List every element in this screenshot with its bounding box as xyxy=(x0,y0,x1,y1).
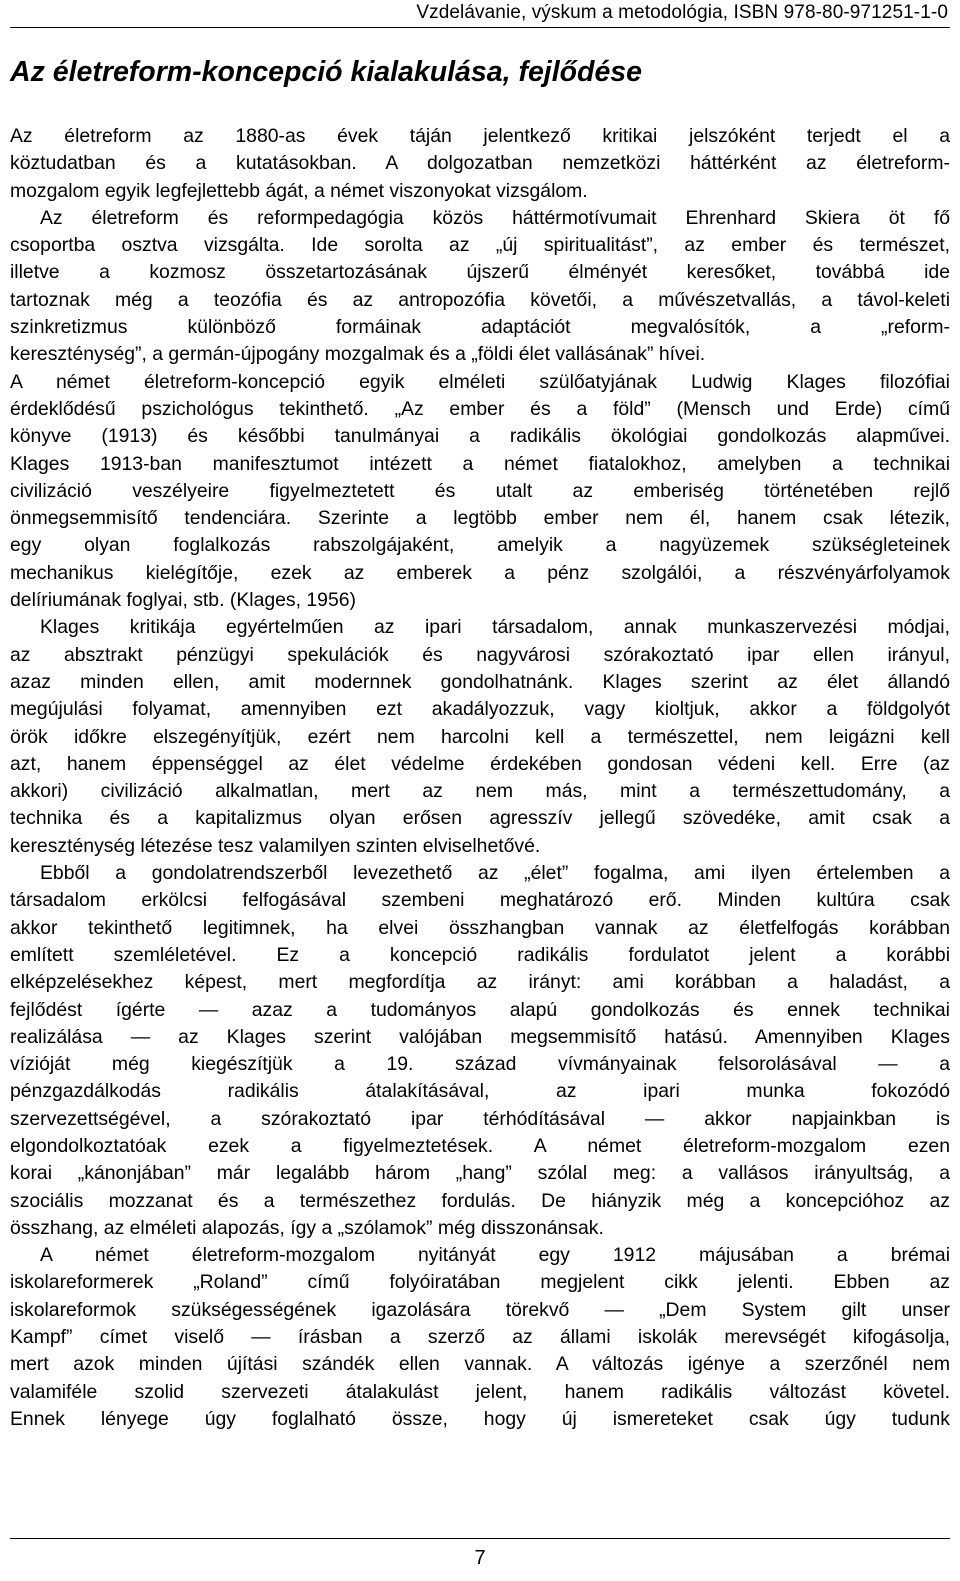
text-line: delíriumának foglyai, stb. (Klages, 1956) xyxy=(10,589,356,612)
text-line: iskolareformerek „Roland” című folyóiratában megjelent cikk jelenti. Ebben az xyxy=(10,1271,950,1294)
text-line: az absztrakt pénzügyi spekulációk és nagyvárosi szórakoztató ipar ellen irányul, xyxy=(10,643,950,666)
page-number: 7 xyxy=(474,1547,486,1569)
text-line: mert azok minden újítási szándék ellen vannak. A változás igénye a szerzőnél nem xyxy=(10,1353,950,1376)
text-line: pénzgazdálkodás radikális átalakításával, az ipari munka fokozódó xyxy=(10,1080,950,1103)
header-rule xyxy=(10,27,950,28)
text-line: korai „kánonjában” már legalább három „hang” szólal meg: a vallásos irányultság, a xyxy=(10,1162,950,1185)
text-line: iskolareformok szükségességének igazolására törekvő — „Dem System gilt unser xyxy=(10,1298,950,1321)
text-line: Ebből a gondolatrendszerből levezethető az „élet” fogalma, ami ilyen értelemben a xyxy=(40,862,950,885)
text-line: akkor tekinthető legitimnek, ha elvei összhangban vannak az életfelfogás korábban xyxy=(10,916,950,939)
text-line: önmegsemmisítő tendenciára. Szerinte a legtöbb ember nem él, hanem csak létezik, xyxy=(10,507,950,530)
text-line: A német életreform-koncepció egyik elméleti szülőatyjának Ludwig Klages filozófiai xyxy=(10,370,950,393)
text-line: technika és a kapitalizmus olyan erősen agresszív jellegű szövedéke, amit csak a xyxy=(10,807,950,830)
text-line: vízióját még kiegészítjük a 19. század vívmányainak felsorolásával — a xyxy=(10,1053,950,1076)
text-line: realizálása — az Klages szerint valójában megsemmisítő hatású. Amennyiben Klages xyxy=(10,1025,950,1048)
text-line: valamiféle szolid szervezeti átalakulást jelent, hanem radikális változást követel. xyxy=(10,1380,950,1403)
text-line: kereszténység létezése tesz valamilyen szinten elviselhetővé. xyxy=(10,834,541,857)
text-line: akkori) civilizáció alkalmatlan, mert az nem más, mint a természettudomány, a xyxy=(10,780,950,803)
text-line: mechanikus kielégítője, ezek az emberek a pénz szolgálói, a részvényárfolyamok xyxy=(10,561,950,584)
page-header xyxy=(0,0,960,30)
footer-rule xyxy=(10,1538,950,1539)
text-line: fejlődést ígérte — azaz a tudományos alapú gondolkozás és ennek technikai xyxy=(10,998,950,1021)
page-footer xyxy=(0,1538,960,1581)
text-line: Kampf” címet viselő — írásban a szerző az állami iskolák merevségét kifogásolja, xyxy=(10,1326,950,1349)
text-line: azaz minden ellen, amit modernnek gondolhatnánk. Klages szerint az élet állandó xyxy=(10,670,950,693)
text-line: illetve a kozmosz összetartozásának újszerű élményét keresőket, továbbá ide xyxy=(10,261,950,284)
text-line: elképzelésekhez képest, mert megfordítja az irányt: ami korábban a haladást, a xyxy=(10,971,950,994)
text-line: társadalom erkölcsi felfogásával szembeni meghatározó erő. Minden kultúra csak xyxy=(10,889,950,912)
body-text xyxy=(10,123,950,1433)
text-line: civilizáció veszélyeire figyelmeztetett és utalt az emberiség történetében rejlő xyxy=(10,479,950,502)
running-title: Vzdelávanie, výskum a metodológia, ISBN 978-80-971251-1-0 xyxy=(416,2,948,23)
text-line: Az életreform és reformpedagógia közös háttérmotívumait Ehrenhard Skiera öt fő xyxy=(40,206,950,229)
text-line: könyve (1913) és későbbi tanulmányai a radikális ökológiai gondolkozás alapművei. xyxy=(10,425,950,448)
text-line: egy olyan foglalkozás rabszolgájaként, amelyik a nagyüzemek szükségleteinek xyxy=(10,534,950,557)
text-line: azt, hanem éppenséggel az élet védelme érdekében gondosan védeni kell. Erre (az xyxy=(10,752,950,775)
text-line: Ennek lényege úgy foglalható össze, hogy új ismereteket csak úgy tudunk xyxy=(10,1407,950,1430)
text-line: elgondolkoztatóak ezek a figyelmeztetések. A német életreform-mozgalom ezen xyxy=(10,1134,950,1157)
text-line: megújulási folyamat, amennyiben ezt akadályozzuk, vagy kioltjuk, akkor a földgolyót xyxy=(10,698,950,721)
text-line: köztudatban és a kutatásokban. A dolgozatban nemzetközi háttérként az életreform- xyxy=(10,152,950,175)
text-line: tartoznak még a teozófia és az antropozófia követői, a művészetvallás, a távol-keleti xyxy=(10,288,950,311)
text-line: csoportba osztva vizsgálta. Ide sorolta az „új spiritualitást”, az ember és természet, xyxy=(10,234,950,257)
text-line: szervezettségével, a szórakoztató ipar térhódításával — akkor napjainkban is xyxy=(10,1107,950,1130)
text-line: szociális mozzanat és a természethez fordulás. De hiányzik még a koncepcióhoz az xyxy=(10,1189,950,1212)
text-line: említett szemléletével. Ez a koncepció radikális fordulatot jelent a korábbi xyxy=(10,943,950,966)
text-line: szinkretizmus különböző formáinak adaptációt megvalósítók, a „reform- xyxy=(10,316,950,339)
section-title: Az életreform-koncepció kialakulása, fejlődése xyxy=(10,56,642,88)
text-line: mozgalom egyik legfejlettebb ágát, a német viszonyokat vizsgálom. xyxy=(10,179,588,202)
text-line: A német életreform-mozgalom nyitányát egy 1912 májusában a brémai xyxy=(40,1244,950,1267)
text-line: érdeklődésű pszichológus tekinthető. „Az ember és a föld” (Mensch und Erde) című xyxy=(10,397,950,420)
text-line: Klages kritikája egyértelműen az ipari társadalom, annak munkaszervezési módjai, xyxy=(40,616,950,639)
text-line: kereszténység”, a germán-újpogány mozgalmak és a „földi élet vallásának” hívei. xyxy=(10,343,706,366)
text-line: Az életreform az 1880-as évek táján jelentkező kritikai jelszóként terjedt el a xyxy=(10,125,950,147)
text-line: összhang, az elméleti alapozás, így a „szólamok” még disszonánsak. xyxy=(10,1216,604,1239)
text-line: örök időkre elszegényítjük, ezért nem harcolni kell a természettel, nem leigázni kell xyxy=(10,725,950,748)
text-line: Klages 1913-ban manifesztumot intézett a német fiatalokhoz, amelyben a technikai xyxy=(10,452,950,475)
